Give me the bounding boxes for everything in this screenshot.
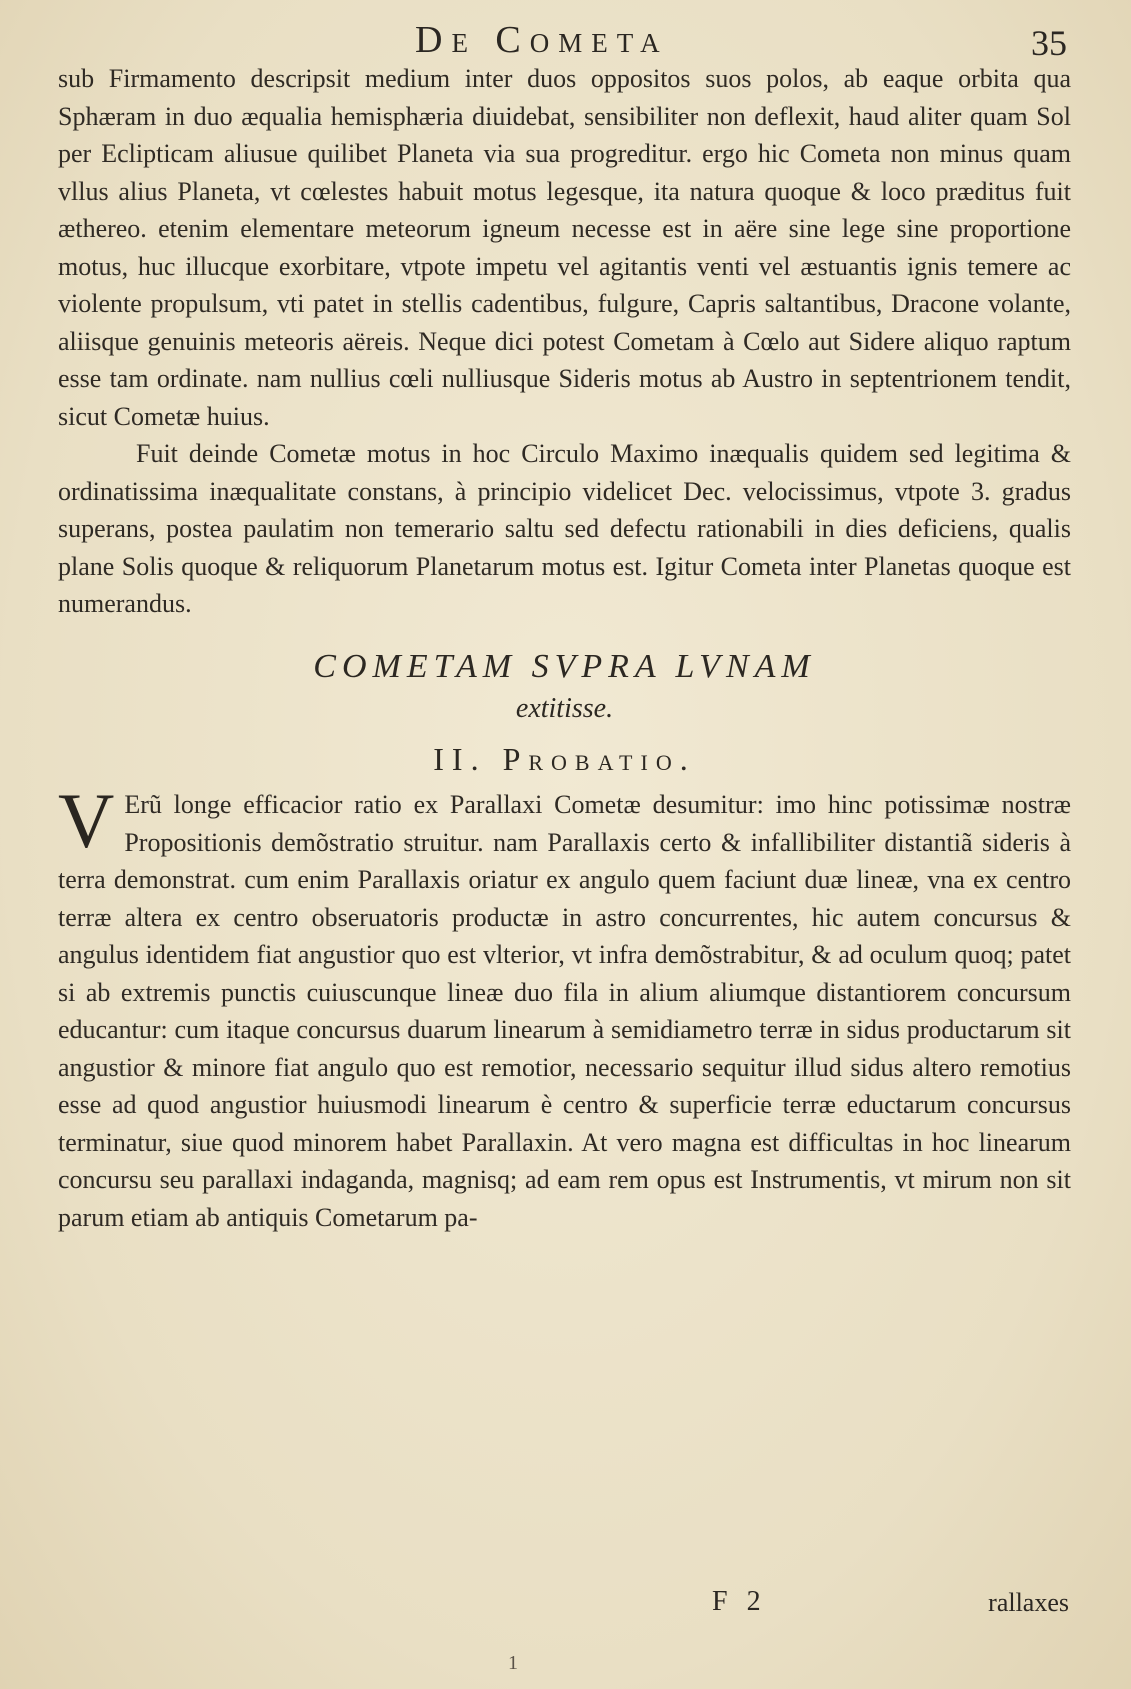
running-head [0,14,1131,64]
catchword: rallaxes [988,1588,1069,1617]
paragraph-3-text: Erũ longe efficacior ratio ex Parallaxi Cometæ desumitur: imo hinc potissimæ nostræ Propositionis demõstratio struitur. nam Parallaxis certo & infallibiliter distantiã sideris à terra demonstrat. cum enim Parallaxis oriatur ex angulo quem faciunt duæ lineæ, vna ex centro terræ altera ex centro obseruatoris productæ in astro concurrentes, hic autem concursus & angulus identidem fiat angustior quo est vlterior, vt infra demõstrabitur, & ad oculum quoq; patet si ab extremis punctis cuiuscunque lineæ duo fila in alium aliumque distantiorem concursum educantur: cum itaque concursus duarum linearum à semidiametro terræ in sidus productarum sit angustior & minore fiat angulo quo est remotior, necessario sequitur illud sidus altero remotius esse ad quod angustior huiusmodi linearum è centro & superficie terræ eductarum concursus terminatur, siue quod minorem habet Parallaxin. At vero magna est difficultas in hoc linearum concursu seu parallaxi indaganda, magnisq; ad eam rem opus est Instrumentis, vt mirum non sit parum etiam ab antiquis Cometarum pa- [58,790,1071,1232]
page-number: 35 [1031,23,1067,63]
heading-sub: extitisse. [515,692,614,724]
paragraph-3 [58,777,1071,1236]
section-title: II. Probatio. [433,740,696,777]
drop-cap: V [58,777,115,864]
signature-mark: F 2 [712,1586,767,1617]
paragraph-2: Fuit deinde Cometæ motus in hoc Circulo Maximo inæqualis quidem sed legitima & ordinatissima inæqualitate constans, à principio videlicet Dec. velocissimus, vtpote 3. gradus superans, postea paulatim non temerario saltu sed defectu rationabili in dies deficiens, qualis plane Solis quoque & reliquorum Planetarum motus est. Igitur Cometa inter Planetas quoque est numerandus. [58,439,1071,618]
heading-main: COMETAM SVPRA LVNAM [313,647,816,685]
page-footer [0,1586,1131,1626]
bottom-mark: 1 [508,1652,518,1674]
section-heading [58,645,1071,729]
paragraph-1: sub Firmamento descripsit medium inter duos oppositos suos polos, ab eaque orbita qua Sphæram in duo æqualia hemisphæria diuidebat, sensibiliter non deflexit, haud aliter quam Sol per Eclipticam aliusue quilibet Planeta via sua progreditur. ergo hic Cometa non minus quam vllus alius Planeta, vt cœlestes habuit motus legesque, ita natura quoque & loco præditus fuit æthereo. etenim elementare meteorum igneum necesse est in aëre sine lege sine proportione motus, huc illucque exorbitare, vtpote impetu vel agitantis venti vel æstuantis ignis temere ac violente propulsum, vti patet in stellis cadentibus, fulgure, Capris saltantibus, Dracone volante, aliisque genuinis meteoris aëreis. Neque dici potest Cometam à Cœlo aut Sidere aliquo raptum esse tam ordinate. nam nullius cœli nulliusque Sideris motus ab Austro in septentrionem tendit, sicut Cometæ huius. [58,64,1071,431]
running-title: De Cometa [415,19,669,61]
body-text [58,60,1071,1236]
